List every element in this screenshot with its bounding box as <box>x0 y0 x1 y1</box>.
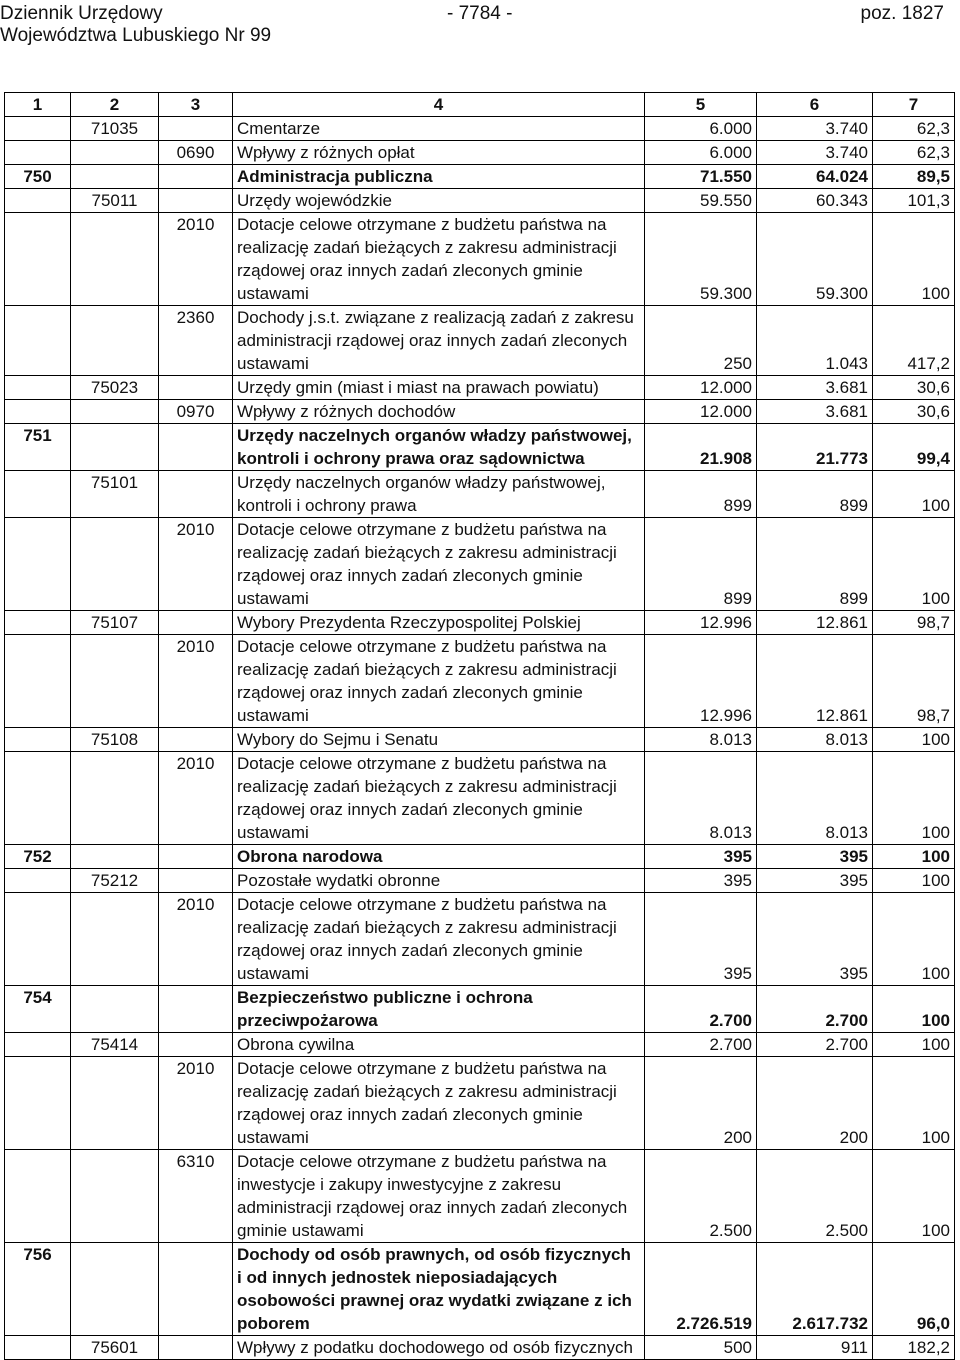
percent-value: 98,7 <box>873 635 955 728</box>
percent-value: 182,2 <box>873 1336 955 1360</box>
name-cell: Dotacje celowe otrzymane z budżetu państwa na realizację zadań bieżących z zakresu administracji rządowej oraz innych zadań zleconych gminie ustawami <box>233 752 645 845</box>
dzial-cell <box>5 1057 71 1150</box>
paragraf-cell <box>159 471 233 518</box>
executed-value: 3.681 <box>757 400 873 424</box>
column-header: 3 <box>159 93 233 117</box>
plan-value: 250 <box>645 306 757 376</box>
plan-value: 395 <box>645 869 757 893</box>
paragraf-cell <box>159 611 233 635</box>
paragraf-cell: 0690 <box>159 141 233 165</box>
table-row <box>5 635 955 728</box>
paragraf-cell <box>159 986 233 1033</box>
plan-value: 6.000 <box>645 141 757 165</box>
budget-table <box>4 92 955 1360</box>
table-row <box>5 424 955 471</box>
plan-value: 2.700 <box>645 986 757 1033</box>
name-cell: Urzędy wojewódzkie <box>233 189 645 213</box>
journal-title: Dziennik Urzędowy <box>0 3 163 24</box>
paragraf-cell <box>159 845 233 869</box>
percent-value: 98,7 <box>873 611 955 635</box>
percent-value: 100 <box>873 518 955 611</box>
dzial-cell <box>5 635 71 728</box>
rozdzial-cell <box>71 1150 159 1243</box>
percent-value: 96,0 <box>873 1243 955 1336</box>
rozdzial-cell <box>71 165 159 189</box>
plan-value: 6.000 <box>645 117 757 141</box>
rozdzial-cell <box>71 893 159 986</box>
dzial-cell: 751 <box>5 424 71 471</box>
column-header: 1 <box>5 93 71 117</box>
table-row <box>5 1243 955 1336</box>
plan-value: 12.000 <box>645 400 757 424</box>
executed-value: 12.861 <box>757 611 873 635</box>
name-cell: Dochody od osób prawnych, od osób fizycznych i od innych jednostek nieposiadających osobowości prawnej oraz wydatki związane z ich poborem <box>233 1243 645 1336</box>
executed-value: 12.861 <box>757 635 873 728</box>
rozdzial-cell <box>71 306 159 376</box>
dzial-cell: 756 <box>5 1243 71 1336</box>
plan-value: 71.550 <box>645 165 757 189</box>
plan-value: 500 <box>645 1336 757 1360</box>
rozdzial-cell <box>71 752 159 845</box>
percent-value: 100 <box>873 1057 955 1150</box>
percent-value: 100 <box>873 893 955 986</box>
paragraf-cell <box>159 189 233 213</box>
paragraf-cell <box>159 1336 233 1360</box>
rozdzial-cell <box>71 400 159 424</box>
dzial-cell <box>5 400 71 424</box>
executed-value: 2.500 <box>757 1150 873 1243</box>
plan-value: 2.726.519 <box>645 1243 757 1336</box>
name-cell: Dotacje celowe otrzymane z budżetu państwa na realizację zadań bieżących z zakresu administracji rządowej oraz innych zadań zleconych gminie ustawami <box>233 635 645 728</box>
executed-value: 2.617.732 <box>757 1243 873 1336</box>
percent-value: 101,3 <box>873 189 955 213</box>
dzial-cell <box>5 471 71 518</box>
plan-value: 899 <box>645 471 757 518</box>
percent-value: 417,2 <box>873 306 955 376</box>
executed-value: 60.343 <box>757 189 873 213</box>
dzial-cell <box>5 306 71 376</box>
table-row <box>5 1336 955 1360</box>
percent-value: 100 <box>873 1150 955 1243</box>
paragraf-cell <box>159 424 233 471</box>
dzial-cell <box>5 1336 71 1360</box>
name-cell: Dotacje celowe otrzymane z budżetu państwa na realizację zadań bieżących z zakresu administracji rządowej oraz innych zadań zleconych gminie ustawami <box>233 1057 645 1150</box>
dzial-cell <box>5 376 71 400</box>
table-row <box>5 376 955 400</box>
executed-value: 21.773 <box>757 424 873 471</box>
name-cell: Wpływy z podatku dochodowego od osób fizycznych <box>233 1336 645 1360</box>
name-cell: Dotacje celowe otrzymane z budżetu państwa na realizację zadań bieżących z zakresu administracji rządowej oraz innych zadań zleconych gminie ustawami <box>233 893 645 986</box>
dzial-cell <box>5 611 71 635</box>
percent-value: 30,6 <box>873 400 955 424</box>
rozdzial-cell: 75101 <box>71 471 159 518</box>
executed-value: 899 <box>757 518 873 611</box>
percent-value: 100 <box>873 728 955 752</box>
dzial-cell <box>5 728 71 752</box>
dzial-cell: 752 <box>5 845 71 869</box>
percent-value: 30,6 <box>873 376 955 400</box>
name-cell: Wpływy z różnych dochodów <box>233 400 645 424</box>
plan-value: 12.996 <box>645 611 757 635</box>
name-cell: Wybory do Sejmu i Senatu <box>233 728 645 752</box>
executed-value: 3.740 <box>757 117 873 141</box>
name-cell: Bezpieczeństwo publiczne i ochrona przeciwpożarowa <box>233 986 645 1033</box>
executed-value: 899 <box>757 471 873 518</box>
plan-value: 2.700 <box>645 1033 757 1057</box>
paragraf-cell: 2010 <box>159 213 233 306</box>
percent-value: 62,3 <box>873 117 955 141</box>
executed-value: 395 <box>757 845 873 869</box>
name-cell: Dotacje celowe otrzymane z budżetu państwa na realizację zadań bieżących z zakresu administracji rządowej oraz innych zadań zleconych gminie ustawami <box>233 213 645 306</box>
executed-value: 395 <box>757 869 873 893</box>
dzial-cell <box>5 1150 71 1243</box>
paragraf-cell <box>159 728 233 752</box>
percent-value: 100 <box>873 845 955 869</box>
name-cell: Wybory Prezydenta Rzeczypospolitej Polskiej <box>233 611 645 635</box>
percent-value: 99,4 <box>873 424 955 471</box>
paragraf-cell <box>159 1033 233 1057</box>
name-cell: Urzędy naczelnych organów władzy państwowej, kontroli i ochrony prawa <box>233 471 645 518</box>
paragraf-cell <box>159 869 233 893</box>
table-row <box>5 1150 955 1243</box>
plan-value: 395 <box>645 845 757 869</box>
executed-value: 3.740 <box>757 141 873 165</box>
executed-value: 2.700 <box>757 1033 873 1057</box>
paragraf-cell <box>159 165 233 189</box>
percent-value: 100 <box>873 869 955 893</box>
rozdzial-cell <box>71 424 159 471</box>
percent-value: 100 <box>873 1033 955 1057</box>
executed-value: 1.043 <box>757 306 873 376</box>
name-cell: Urzędy naczelnych organów władzy państwowej, kontroli i ochrony prawa oraz sądownictwa <box>233 424 645 471</box>
plan-value: 8.013 <box>645 728 757 752</box>
name-cell: Obrona cywilna <box>233 1033 645 1057</box>
name-cell: Administracja publiczna <box>233 165 645 189</box>
table-row <box>5 1033 955 1057</box>
plan-value: 395 <box>645 893 757 986</box>
table-row <box>5 611 955 635</box>
plan-value: 200 <box>645 1057 757 1150</box>
dzial-cell <box>5 518 71 611</box>
dzial-cell <box>5 752 71 845</box>
dzial-cell: 750 <box>5 165 71 189</box>
journal-region: Województwa Lubuskiego Nr 99 <box>0 25 272 46</box>
column-header: 2 <box>71 93 159 117</box>
paragraf-cell: 2010 <box>159 1057 233 1150</box>
rozdzial-cell <box>71 213 159 306</box>
table-row <box>5 141 955 165</box>
paragraf-cell: 2010 <box>159 518 233 611</box>
rozdzial-cell: 71035 <box>71 117 159 141</box>
executed-value: 2.700 <box>757 986 873 1033</box>
dzial-cell: 754 <box>5 986 71 1033</box>
table-row <box>5 845 955 869</box>
rozdzial-cell <box>71 635 159 728</box>
table-row <box>5 728 955 752</box>
executed-value: 911 <box>757 1336 873 1360</box>
rozdzial-cell <box>71 845 159 869</box>
dzial-cell <box>5 117 71 141</box>
paragraf-cell: 6310 <box>159 1150 233 1243</box>
plan-value: 59.550 <box>645 189 757 213</box>
plan-value: 21.908 <box>645 424 757 471</box>
table-row <box>5 306 955 376</box>
name-cell: Urzędy gmin (miast i miast na prawach powiatu) <box>233 376 645 400</box>
rozdzial-cell: 75414 <box>71 1033 159 1057</box>
paragraf-cell <box>159 376 233 400</box>
paragraf-cell <box>159 1243 233 1336</box>
paragraf-cell: 2010 <box>159 893 233 986</box>
name-cell: Dotacje celowe otrzymane z budżetu państwa na inwestycje i zakupy inwestycyjne z zakresu administracji rządowej oraz innych zadań zleconych gminie ustawami <box>233 1150 645 1243</box>
name-cell: Dochody j.s.t. związane z realizacją zadań z zakresu administracji rządowej oraz innych zadań zleconych ustawami <box>233 306 645 376</box>
table-row <box>5 986 955 1033</box>
table-row <box>5 869 955 893</box>
position-number: poz. 1827 <box>860 3 944 24</box>
table-row <box>5 117 955 141</box>
plan-value: 59.300 <box>645 213 757 306</box>
rozdzial-cell <box>71 1243 159 1336</box>
name-cell: Obrona narodowa <box>233 845 645 869</box>
table-row <box>5 213 955 306</box>
column-header-row <box>5 93 955 117</box>
percent-value: 100 <box>873 213 955 306</box>
table-row <box>5 189 955 213</box>
table-row <box>5 471 955 518</box>
percent-value: 100 <box>873 752 955 845</box>
executed-value: 3.681 <box>757 376 873 400</box>
column-header: 4 <box>233 93 645 117</box>
rozdzial-cell: 75011 <box>71 189 159 213</box>
paragraf-cell: 2360 <box>159 306 233 376</box>
rozdzial-cell <box>71 1057 159 1150</box>
table-row <box>5 1057 955 1150</box>
plan-value: 12.996 <box>645 635 757 728</box>
dzial-cell <box>5 213 71 306</box>
dzial-cell <box>5 1033 71 1057</box>
percent-value: 89,5 <box>873 165 955 189</box>
page-header <box>0 0 960 60</box>
rozdzial-cell <box>71 986 159 1033</box>
paragraf-cell: 0970 <box>159 400 233 424</box>
paragraf-cell: 2010 <box>159 635 233 728</box>
rozdzial-cell <box>71 141 159 165</box>
column-header: 7 <box>873 93 955 117</box>
name-cell: Cmentarze <box>233 117 645 141</box>
rozdzial-cell: 75601 <box>71 1336 159 1360</box>
paragraf-cell: 2010 <box>159 752 233 845</box>
executed-value: 8.013 <box>757 752 873 845</box>
table-row <box>5 893 955 986</box>
percent-value: 100 <box>873 471 955 518</box>
name-cell: Wpływy z różnych opłat <box>233 141 645 165</box>
column-header: 6 <box>757 93 873 117</box>
page-number: - 7784 - <box>447 3 513 24</box>
column-header: 5 <box>645 93 757 117</box>
rozdzial-cell: 75212 <box>71 869 159 893</box>
plan-value: 2.500 <box>645 1150 757 1243</box>
executed-value: 64.024 <box>757 165 873 189</box>
dzial-cell <box>5 141 71 165</box>
dzial-cell <box>5 189 71 213</box>
name-cell: Dotacje celowe otrzymane z budżetu państwa na realizację zadań bieżących z zakresu administracji rządowej oraz innych zadań zleconych gminie ustawami <box>233 518 645 611</box>
plan-value: 8.013 <box>645 752 757 845</box>
plan-value: 899 <box>645 518 757 611</box>
executed-value: 8.013 <box>757 728 873 752</box>
name-cell: Pozostałe wydatki obronne <box>233 869 645 893</box>
percent-value: 62,3 <box>873 141 955 165</box>
dzial-cell <box>5 869 71 893</box>
table-row <box>5 518 955 611</box>
executed-value: 59.300 <box>757 213 873 306</box>
plan-value: 12.000 <box>645 376 757 400</box>
table-row <box>5 400 955 424</box>
executed-value: 395 <box>757 893 873 986</box>
paragraf-cell <box>159 117 233 141</box>
table-row <box>5 165 955 189</box>
percent-value: 100 <box>873 986 955 1033</box>
rozdzial-cell <box>71 518 159 611</box>
executed-value: 200 <box>757 1057 873 1150</box>
table-row <box>5 752 955 845</box>
dzial-cell <box>5 893 71 986</box>
rozdzial-cell: 75023 <box>71 376 159 400</box>
rozdzial-cell: 75107 <box>71 611 159 635</box>
rozdzial-cell: 75108 <box>71 728 159 752</box>
